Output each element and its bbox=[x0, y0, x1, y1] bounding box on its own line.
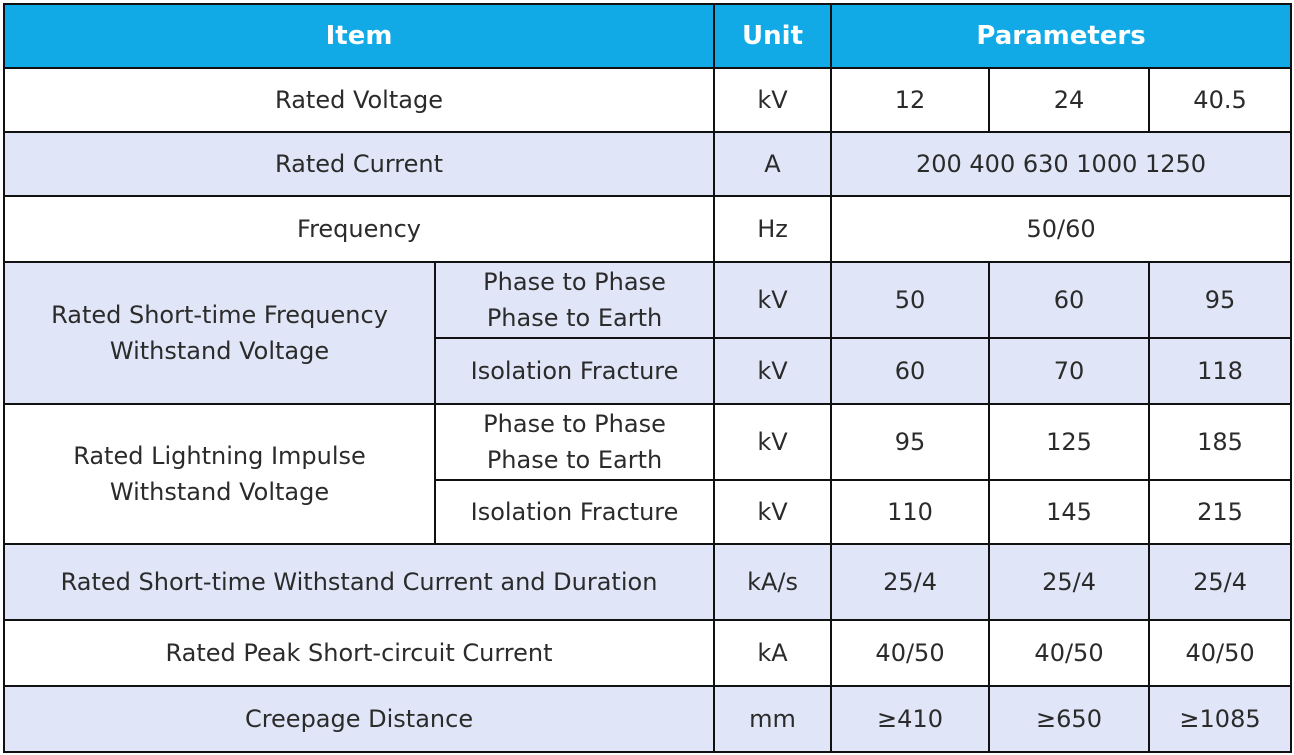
lightning-isolation-label: Isolation Fracture bbox=[435, 480, 714, 544]
short-time-current-value-3: 25/4 bbox=[1149, 544, 1291, 620]
lightning-phase-value-1: 95 bbox=[831, 404, 989, 480]
peak-current-label: Rated Peak Short-circuit Current bbox=[4, 620, 714, 686]
row-lightning-phase bbox=[4, 404, 1291, 480]
peak-current-value-2: 40/50 bbox=[989, 620, 1149, 686]
short-time-freq-isolation-value-2: 70 bbox=[989, 338, 1149, 404]
lightning-isolation-value-2: 145 bbox=[989, 480, 1149, 544]
rated-voltage-value-1: 12 bbox=[831, 68, 989, 132]
rated-voltage-value-2: 24 bbox=[989, 68, 1149, 132]
frequency-value: 50/60 bbox=[831, 196, 1291, 262]
short-time-freq-isolation-value-1: 60 bbox=[831, 338, 989, 404]
creepage-unit: mm bbox=[714, 686, 831, 752]
row-rated-current bbox=[4, 132, 1291, 196]
short-time-freq-phase-label bbox=[435, 262, 714, 338]
lightning-phase-line-2: Phase to Earth bbox=[486, 446, 663, 474]
lightning-isolation-value-1: 110 bbox=[831, 480, 989, 544]
frequency-unit: Hz bbox=[714, 196, 831, 262]
frequency-label: Frequency bbox=[4, 196, 714, 262]
rated-current-unit: A bbox=[714, 132, 831, 196]
row-short-time-current bbox=[4, 544, 1291, 620]
short-time-freq-phase-line-2: Phase to Earth bbox=[486, 304, 663, 332]
header-row bbox=[4, 4, 1291, 68]
lightning-phase-value-3: 185 bbox=[1149, 404, 1291, 480]
lightning-phase-unit: kV bbox=[714, 404, 831, 480]
header-unit: Unit bbox=[714, 4, 831, 68]
row-short-time-freq-phase bbox=[4, 262, 1291, 338]
peak-current-value-1: 40/50 bbox=[831, 620, 989, 686]
short-time-current-label: Rated Short-time Withstand Current and Duration bbox=[4, 544, 714, 620]
lightning-phase-label bbox=[435, 404, 714, 480]
short-time-freq-phase-value-1: 50 bbox=[831, 262, 989, 338]
lightning-isolation-unit: kV bbox=[714, 480, 831, 544]
header-item: Item bbox=[4, 4, 714, 68]
creepage-label: Creepage Distance bbox=[4, 686, 714, 752]
short-time-current-value-2: 25/4 bbox=[989, 544, 1149, 620]
creepage-value-1: ≥410 bbox=[831, 686, 989, 752]
lightning-phase-value-2: 125 bbox=[989, 404, 1149, 480]
lightning-label bbox=[4, 404, 435, 544]
lightning-phase-line-1: Phase to Phase bbox=[483, 410, 666, 438]
row-peak-current bbox=[4, 620, 1291, 686]
short-time-freq-phase-value-2: 60 bbox=[989, 262, 1149, 338]
creepage-value-2: ≥650 bbox=[989, 686, 1149, 752]
row-frequency bbox=[4, 196, 1291, 262]
header-parameters: Parameters bbox=[831, 4, 1291, 68]
rated-voltage-label: Rated Voltage bbox=[4, 68, 714, 132]
short-time-freq-isolation-unit: kV bbox=[714, 338, 831, 404]
short-time-freq-phase-unit: kV bbox=[714, 262, 831, 338]
rated-current-value: 200 400 630 1000 1250 bbox=[831, 132, 1291, 196]
rated-voltage-unit: kV bbox=[714, 68, 831, 132]
short-time-freq-label-line-1: Rated Short-time Frequency bbox=[51, 301, 388, 329]
short-time-freq-label bbox=[4, 262, 435, 404]
parameters-table bbox=[3, 3, 1292, 753]
peak-current-unit: kA bbox=[714, 620, 831, 686]
lightning-label-line-2: Withstand Voltage bbox=[109, 478, 330, 506]
short-time-freq-phase-value-3: 95 bbox=[1149, 262, 1291, 338]
rated-voltage-value-3: 40.5 bbox=[1149, 68, 1291, 132]
lightning-label-line-1: Rated Lightning Impulse bbox=[73, 442, 366, 470]
short-time-freq-phase-line-1: Phase to Phase bbox=[483, 268, 666, 296]
short-time-current-unit: kA/s bbox=[714, 544, 831, 620]
row-rated-voltage bbox=[4, 68, 1291, 132]
creepage-value-3: ≥1085 bbox=[1149, 686, 1291, 752]
short-time-freq-label-line-2: Withstand Voltage bbox=[109, 337, 330, 365]
short-time-freq-isolation-value-3: 118 bbox=[1149, 338, 1291, 404]
short-time-current-value-1: 25/4 bbox=[831, 544, 989, 620]
peak-current-value-3: 40/50 bbox=[1149, 620, 1291, 686]
rated-current-label: Rated Current bbox=[4, 132, 714, 196]
row-creepage bbox=[4, 686, 1291, 752]
short-time-freq-isolation-label: Isolation Fracture bbox=[435, 338, 714, 404]
lightning-isolation-value-3: 215 bbox=[1149, 480, 1291, 544]
